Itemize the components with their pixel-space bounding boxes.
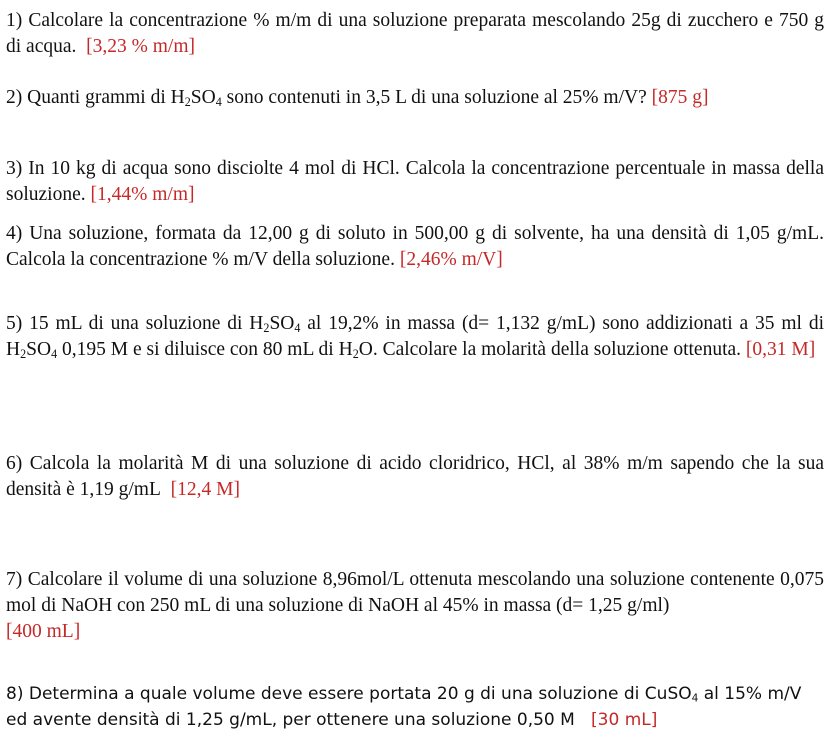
problem-number: 3) (6, 158, 23, 179)
problem-text: Calcola la molarità M di una soluzione di acido cloridrico, HCl, al 38% m/m sapendo che la sua densità è 1,19 g/mL (6, 453, 825, 500)
problem-text: In 10 kg di acqua sono disciolte 4 mol di HCl. Calcola la concentrazione percentuale in massa della soluzione. (6, 158, 824, 205)
problem-5 (6, 311, 824, 363)
answer-bracket: [3,23 % m/m] (86, 36, 196, 57)
problem-text-part: . Calcolare la molarità della soluzione ottenuta. (372, 339, 742, 360)
problem-number: 2) (6, 87, 23, 108)
formula-h2so4: $H_2SO_4$ (6, 339, 58, 362)
problem-7 (6, 567, 824, 645)
formula-h2o: $H_2O$ (338, 339, 373, 362)
answer: 2,46% m/V (406, 249, 497, 270)
answer-bracket: [875 g] (651, 87, 709, 108)
answer-bracket: [2,46% m/V] (399, 249, 503, 270)
answer: 400 mL (12, 621, 74, 642)
answer: 12,4 M (177, 479, 234, 500)
problem-text-part: Quanti grammi di (27, 87, 171, 108)
formula-cuso4: CuSO$_4$ (644, 684, 699, 705)
answer-bracket: [30 mL] (591, 710, 658, 730)
problem-text-part: 15 mL di una soluzione di (29, 313, 250, 334)
answer: 30 mL (597, 710, 651, 730)
problem-6 (6, 451, 824, 503)
problem-text-part: al 15% m/V ed avente densità di 1,25 g/mL, per ottenere una soluzione 0,50 M (6, 684, 802, 730)
problem-number: 1) (6, 10, 23, 31)
problem-text: Calcolare il volume di una soluzione 8,96mol/L ottenuta mescolando una soluzione contenente 0,075 mol di NaOH con 250 mL di una soluzione di NaOH al 45% in massa (d= 1,25 g/ml) (6, 569, 825, 616)
answer-bracket: [12,4 M] (170, 479, 240, 500)
problem-2 (6, 85, 824, 111)
problem-number: 7) (6, 569, 23, 590)
problem-1 (6, 8, 824, 60)
problem-3 (6, 156, 824, 208)
answer-bracket: [400 mL] (6, 621, 81, 642)
answer: 875 g (658, 87, 702, 108)
problem-text-part: sono contenuti in 3,5 L di una soluzione al 25% m/V? (221, 87, 647, 108)
problem-number: 4) (6, 223, 23, 244)
problem-text-part: Determina a quale volume deve essere portata 20 g di una soluzione di (28, 684, 645, 704)
problem-number: 6) (6, 453, 23, 474)
problem-4 (6, 221, 824, 273)
problem-text: Una soluzione, formata da 12,00 g di soluto in 500,00 g di solvente, ha una densità di 1,05 g/mL. Calcola la concentrazione % m/V della soluzione. (6, 223, 824, 270)
answer: 1,44% m/m (96, 184, 188, 205)
problem-8 (6, 681, 824, 733)
formula-h2so4: $H_2SO_4$ (249, 313, 301, 336)
problem-text: Calcolare la concentrazione % m/m di una soluzione preparata mescolando 25g di zucchero e 750 g di acqua. (6, 10, 825, 57)
answer-bracket: [0,31 M] (745, 339, 816, 360)
answer: 3,23 % m/m (92, 36, 189, 57)
formula-h2so4: $H_2SO_4$ (170, 87, 222, 110)
problem-number: 8) (6, 684, 24, 704)
problem-text-part: 0,195 M e si diluisce con 80 mL di (57, 339, 339, 360)
problem-text-part: al 19,2% in massa (d= 1,132 g/mL) sono addizionati a 35 ml di (300, 313, 824, 334)
answer: 0,31 M (752, 339, 809, 360)
answer-bracket: [1,44% m/m] (90, 184, 195, 205)
problem-number: 5) (6, 313, 23, 334)
